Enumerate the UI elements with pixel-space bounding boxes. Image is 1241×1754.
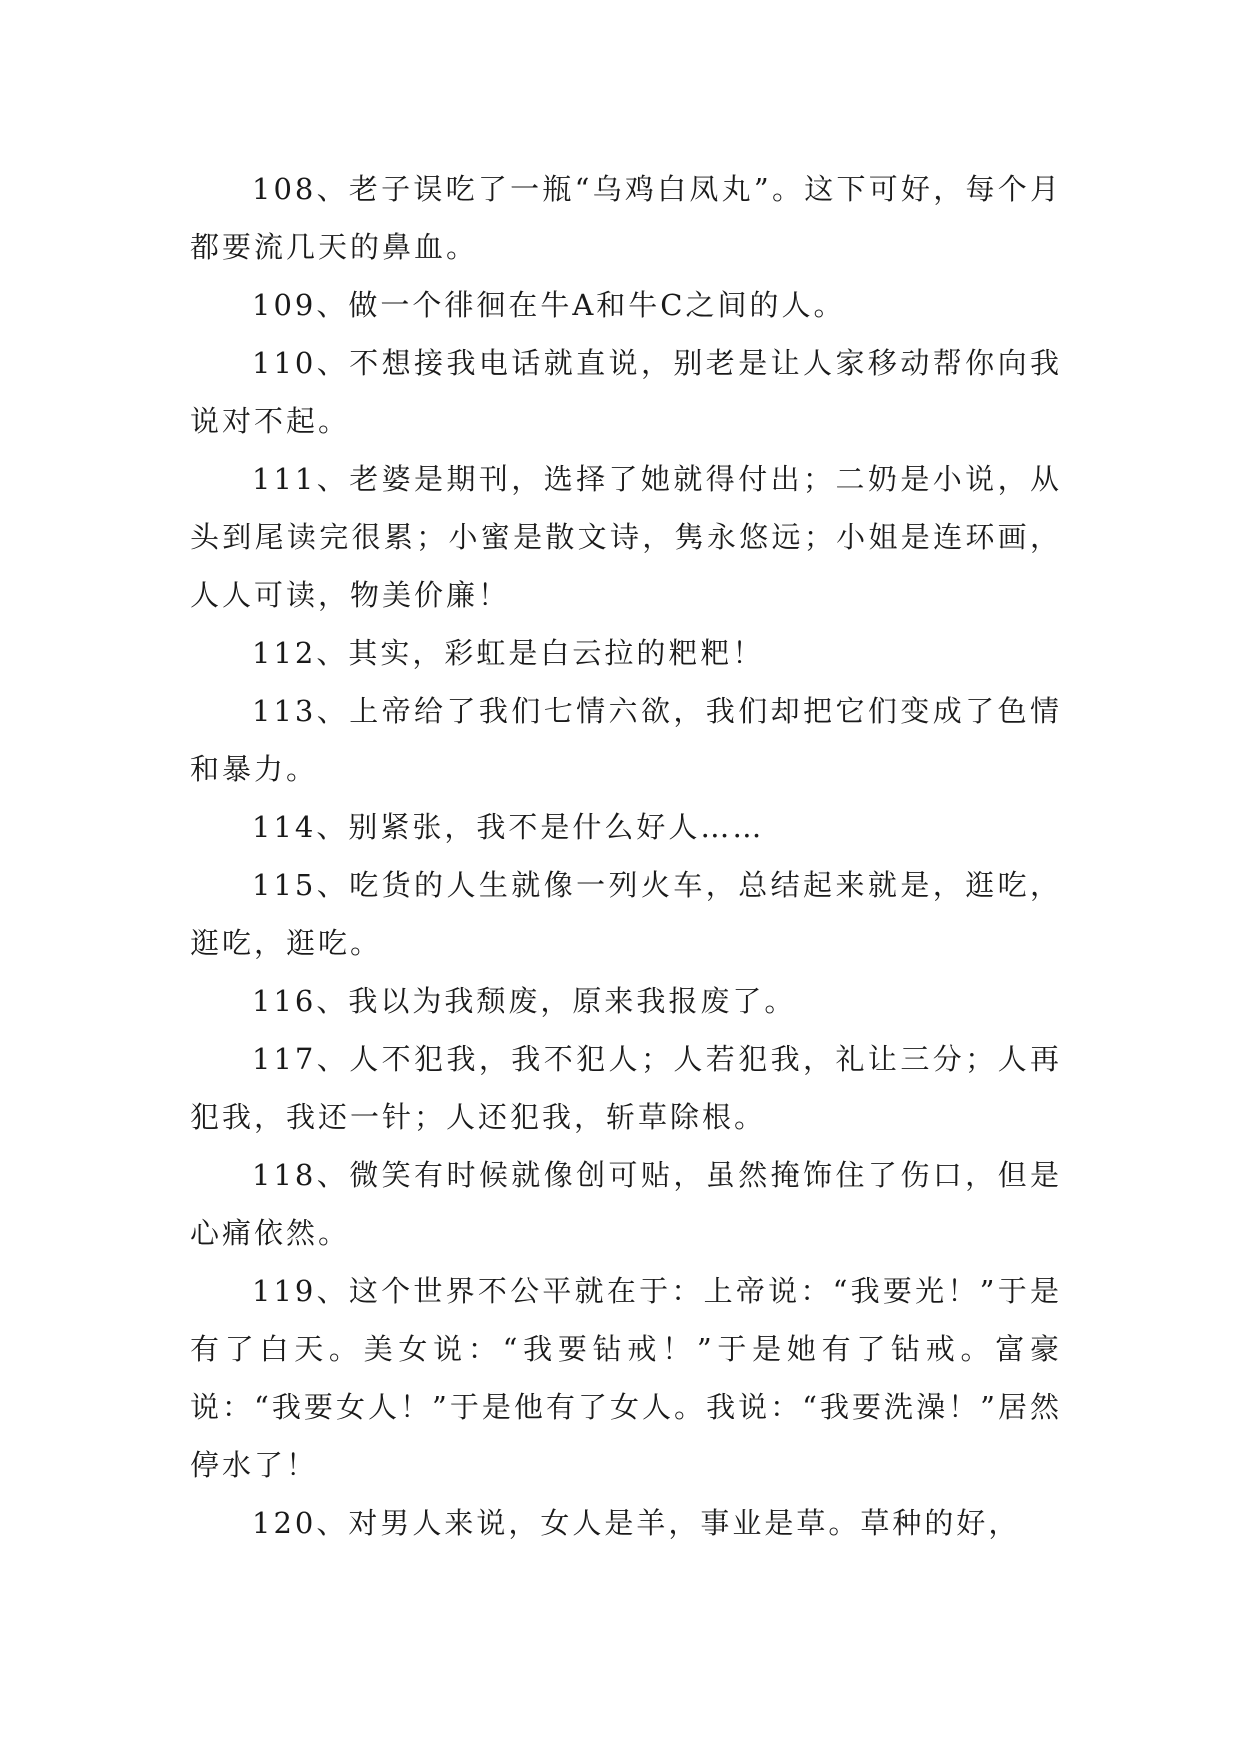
paragraph-117: 117、人不犯我，我不犯人；人若犯我，礼让三分；人再犯我，我还一针；人还犯我，斩草除根。 (190, 1042, 1062, 1134)
paragraph-119: 119、这个世界不公平就在于：上帝说：“我要光！”于是有了白天。美女说：“我要钻戒！”于是她有了钻戒。富豪说：“我要女人！”于是他有了女人。我说：“我要洗澡！”居然停水了！ (190, 1274, 1062, 1482)
paragraph-115: 115、吃货的人生就像一列火车，总结起来就是，逛吃，逛吃，逛吃。 (190, 868, 1062, 960)
paragraph-120: 120、对男人来说，女人是羊，事业是草。草种的好， (252, 1506, 1021, 1540)
paragraph-109: 109、做一个徘徊在牛A和牛C之间的人。 (252, 288, 846, 322)
paragraph-113: 113、上帝给了我们七情六欲，我们却把它们变成了色情和暴力。 (190, 694, 1062, 786)
paragraph-114: 114、别紧张，我不是什么好人…… (252, 810, 765, 844)
paragraph-112: 112、其实，彩虹是白云拉的粑粑！ (252, 636, 765, 670)
document-body (190, 160, 1062, 1552)
paragraph-110: 110、不想接我电话就直说，别老是让人家移动帮你向我说对不起。 (190, 346, 1062, 438)
paragraph-118: 118、微笑有时候就像创可贴，虽然掩饰住了伤口，但是心痛依然。 (190, 1158, 1062, 1250)
paragraph-116: 116、我以为我颓废，原来我报废了。 (252, 984, 797, 1018)
paragraph-108: 108、老子误吃了一瓶“乌鸡白凤丸”。这下可好，每个月都要流几天的鼻血。 (190, 172, 1062, 264)
paragraph-111: 111、老婆是期刊，选择了她就得付出；二奶是小说，从头到尾读完很累；小蜜是散文诗，隽永悠远；小姐是连环画，人人可读，物美价廉！ (190, 462, 1062, 612)
